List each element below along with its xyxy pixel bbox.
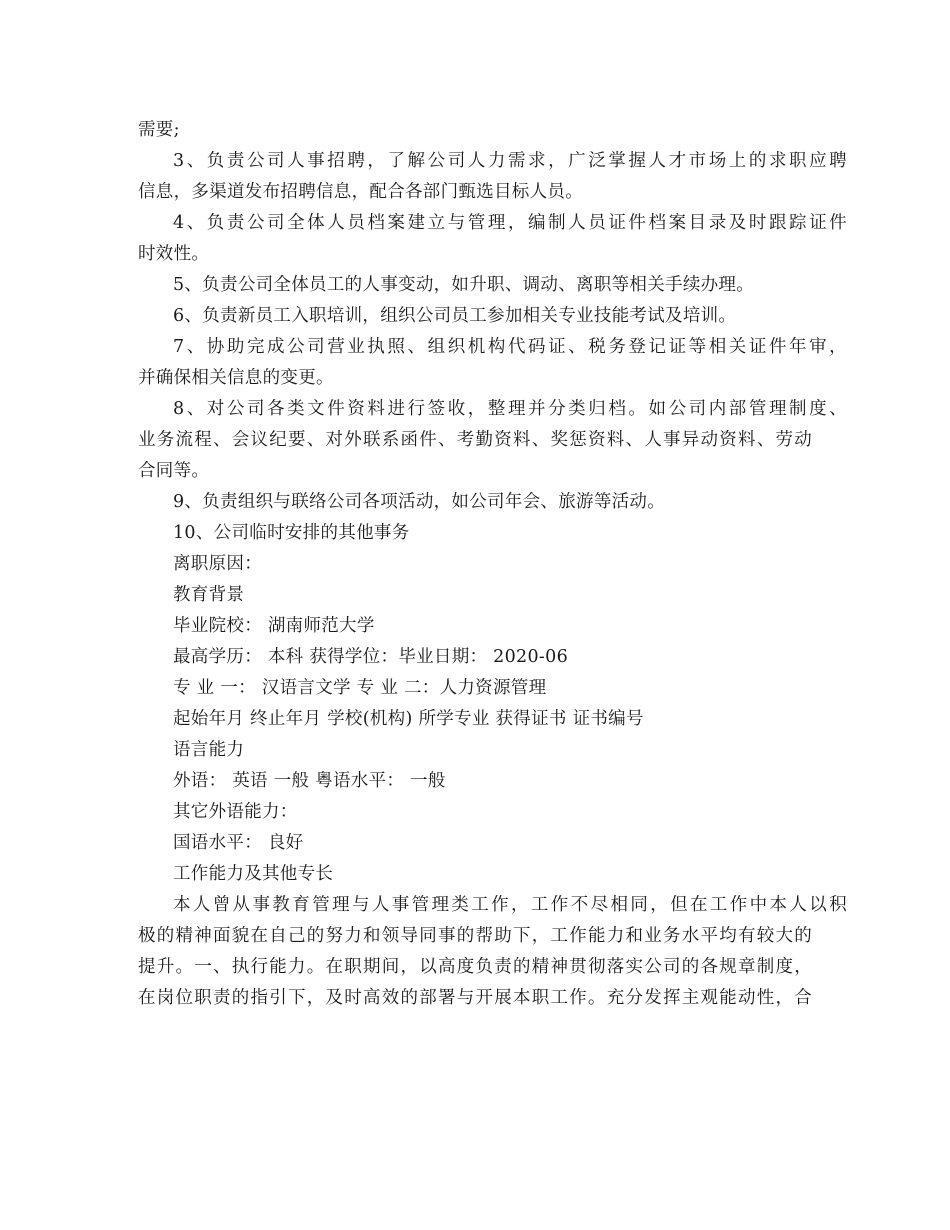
text-line: 提升。一、执行能力。在职期间，以高度负责的精神贯彻落实公司的各规章制度， [138,957,812,977]
document-body [138,115,847,1014]
text-line: 最高学历： 本科 获得学位：毕业日期： 2020-06 [173,647,569,667]
section-heading: 工作能力及其他专长 [173,864,334,884]
text-line: 信息，多渠道发布招聘信息，配合各部门甄选目标人员。 [138,182,583,202]
section-heading: 语言能力 [173,740,245,760]
text-line: 起始年月 终止年月 学校(机构) 所学专业 获得证书 证书编号 [173,709,644,729]
text-line: 7、协助完成公司营业执照、组织机构代码证、税务登记证等相关证件年审， [173,337,847,357]
text-line: 国语水平： 良好 [173,833,304,853]
text-line: 业务流程、会议纪要、对外联系函件、考勤资料、奖惩资料、人事异动资料、劳动 [138,430,812,450]
text-line: 3、负责公司人事招聘，了解公司人力需求，广泛掌握人才市场上的求职应聘 [173,151,847,171]
text-line: 极的精神面貌在自己的努力和领导同事的帮助下，工作能力和业务水平均有较大的 [138,926,812,946]
text-line: 本人曾从事教育管理与人事管理类工作，工作不尽相同，但在工作中本人以积 [173,895,847,915]
text-line: 专 业 一： 汉语言文学 专 业 二：人力资源管理 [173,678,547,698]
text-line: 4、负责公司全体人员档案建立与管理，编制人员证件档案目录及时跟踪证件 [173,213,847,233]
text-line: 在岗位职责的指引下，及时高效的部署与开展本职工作。充分发挥主观能动性，合 [138,988,812,1008]
text-line: 6、负责新员工入职培训，组织公司员工参加相关专业技能考试及培训。 [173,306,737,326]
text-line: 其它外语能力： [173,802,298,822]
text-line: 并确保相关信息的变更。 [138,368,334,388]
text-line: 离职原因： [173,554,262,574]
text-line: 时效性。 [138,244,210,264]
text-line: 9、负责组织与联络公司各项活动，如公司年会、旅游等活动。 [173,492,666,512]
section-heading: 教育背景 [173,585,245,605]
text-line: 需要; [138,120,180,140]
text-line: 10、公司临时安排的其他事务 [173,523,410,543]
text-line: 合同等。 [138,461,210,481]
text-line: 外语： 英语 一般 粤语水平： 一般 [173,771,446,791]
text-line: 5、负责公司全体员工的人事变动，如升职、调动、离职等相关手续办理。 [173,275,755,295]
text-line: 8、对公司各类文件资料进行签收，整理并分类归档。如公司内部管理制度、 [173,399,847,419]
text-line: 毕业院校： 湖南师范大学 [173,616,375,636]
